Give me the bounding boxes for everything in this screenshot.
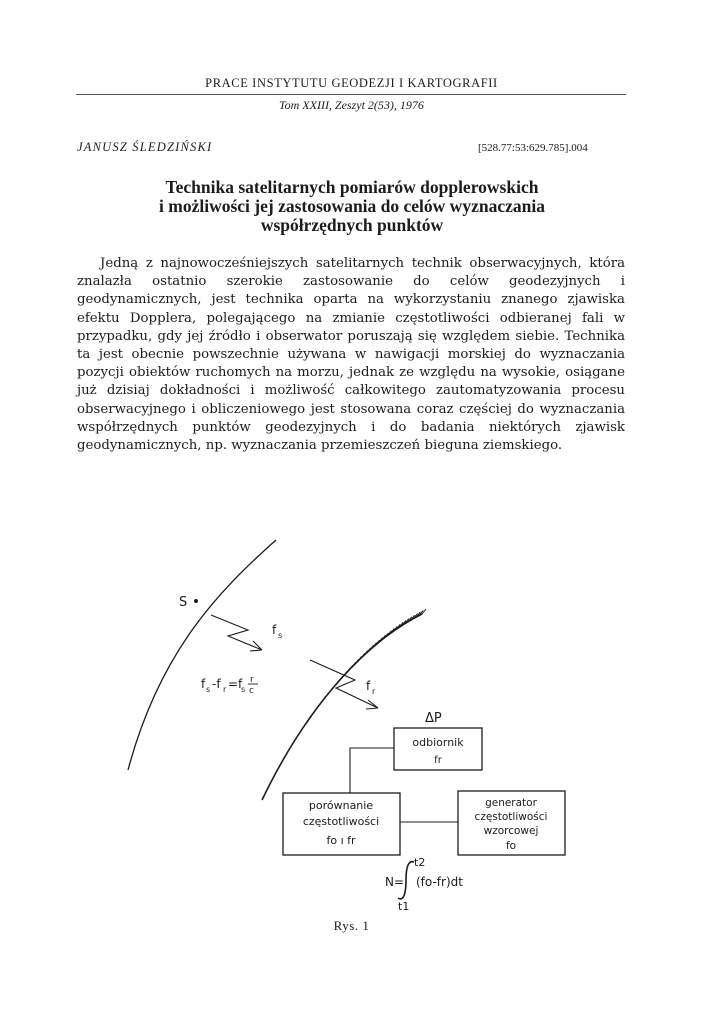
satellite-orbit xyxy=(128,540,276,770)
doppler-formula xyxy=(201,675,258,696)
receiver-freq: fr xyxy=(434,755,442,766)
svg-text:r: r xyxy=(223,685,227,694)
fs-signal-arrow xyxy=(211,615,262,651)
satellite-point xyxy=(194,599,198,603)
fr-subscript: r xyxy=(372,687,376,696)
integral-formula xyxy=(385,856,463,913)
integral-upper: t2 xyxy=(414,856,426,869)
title-line: współrzędnych punktów xyxy=(260,215,444,235)
station-label: ΔP xyxy=(425,711,442,726)
title-line: i możliwości jej zastosowania do celów wyznaczania xyxy=(159,196,545,216)
author-name: JANUSZ ŚLEDZIŃSKI xyxy=(77,140,213,154)
comparator-box xyxy=(283,793,400,855)
earth-surface xyxy=(262,609,426,800)
satellite-label: S xyxy=(179,595,188,610)
formula-text: f xyxy=(201,677,206,691)
generator-box xyxy=(458,791,565,855)
svg-text:c: c xyxy=(249,686,254,696)
comparator-label-1: porównanie xyxy=(308,799,374,812)
generator-label-1: generator xyxy=(485,797,537,809)
integral-lower: t1 xyxy=(398,900,410,913)
paragraph-text: Jedną z najnowocześniejszych satelitarnych technik obserwacyjnych, która znalazła ostatnio szerokie zastosowanie do celów geodezyjnych i geodynamicznych, jest technika oparta na wykorzystaniu znanego zjawiska efektu Dopplera, polegającego na zmianie częstotliwości odbieranej fali w przypadku, gdy jej źródło i obserwator poruszają się względem siebie. Technika ta jest obecnie powszechnie używana w nawigacji morskiej do wyznaczania pozycji obiektów ruchomych na morzu, jednak ze względu na wysokie, osiągane już dzisiaj dokładności i możliwość całkowitego zautomatyzowania procesu obserwacyjnego i obliczeniowego jest stosowana coraz częściej do wyznaczania współrzędnych punktów geodezyjnych i do badania niektórych zjawisk geodynamicznych, np. wyznaczania przemieszczeń bieguna ziemskiego. xyxy=(77,256,625,454)
figure-caption: Rys. 1 xyxy=(333,918,370,933)
svg-text:s: s xyxy=(241,685,246,694)
generator-label-4: fo xyxy=(505,840,517,852)
integral-integrand: (fo-fr)dt xyxy=(416,875,463,889)
comparator-label-3: fo ı fr xyxy=(326,834,356,847)
fr-label: f xyxy=(366,679,371,693)
svg-text:r: r xyxy=(250,675,254,685)
comparator-label-2: częstotliwości xyxy=(302,815,380,828)
generator-label-3: wzorcowej xyxy=(483,825,539,837)
fs-subscript: s xyxy=(278,631,283,640)
svg-text:-f: -f xyxy=(212,677,221,691)
journal-title: PRACE INSTYTUTU GEODEZJI I KARTOGRAFII xyxy=(205,76,498,90)
svg-text:s: s xyxy=(206,685,211,694)
title-line: Technika satelitarnych pomiarów dopplerowskich xyxy=(165,177,539,197)
integral-lhs: N= xyxy=(385,875,405,889)
generator-label-2: częstotliwości xyxy=(474,811,548,823)
receiver-label: odbiornik xyxy=(412,736,464,749)
svg-text:=f: =f xyxy=(228,677,243,691)
udc-code: [528.77:53:629.785].004 xyxy=(478,142,588,154)
receiver-box xyxy=(394,728,482,770)
fs-label: f xyxy=(272,623,277,637)
volume-info: Tom XXIII, Zeszyt 2(53), 1976 xyxy=(279,98,424,112)
